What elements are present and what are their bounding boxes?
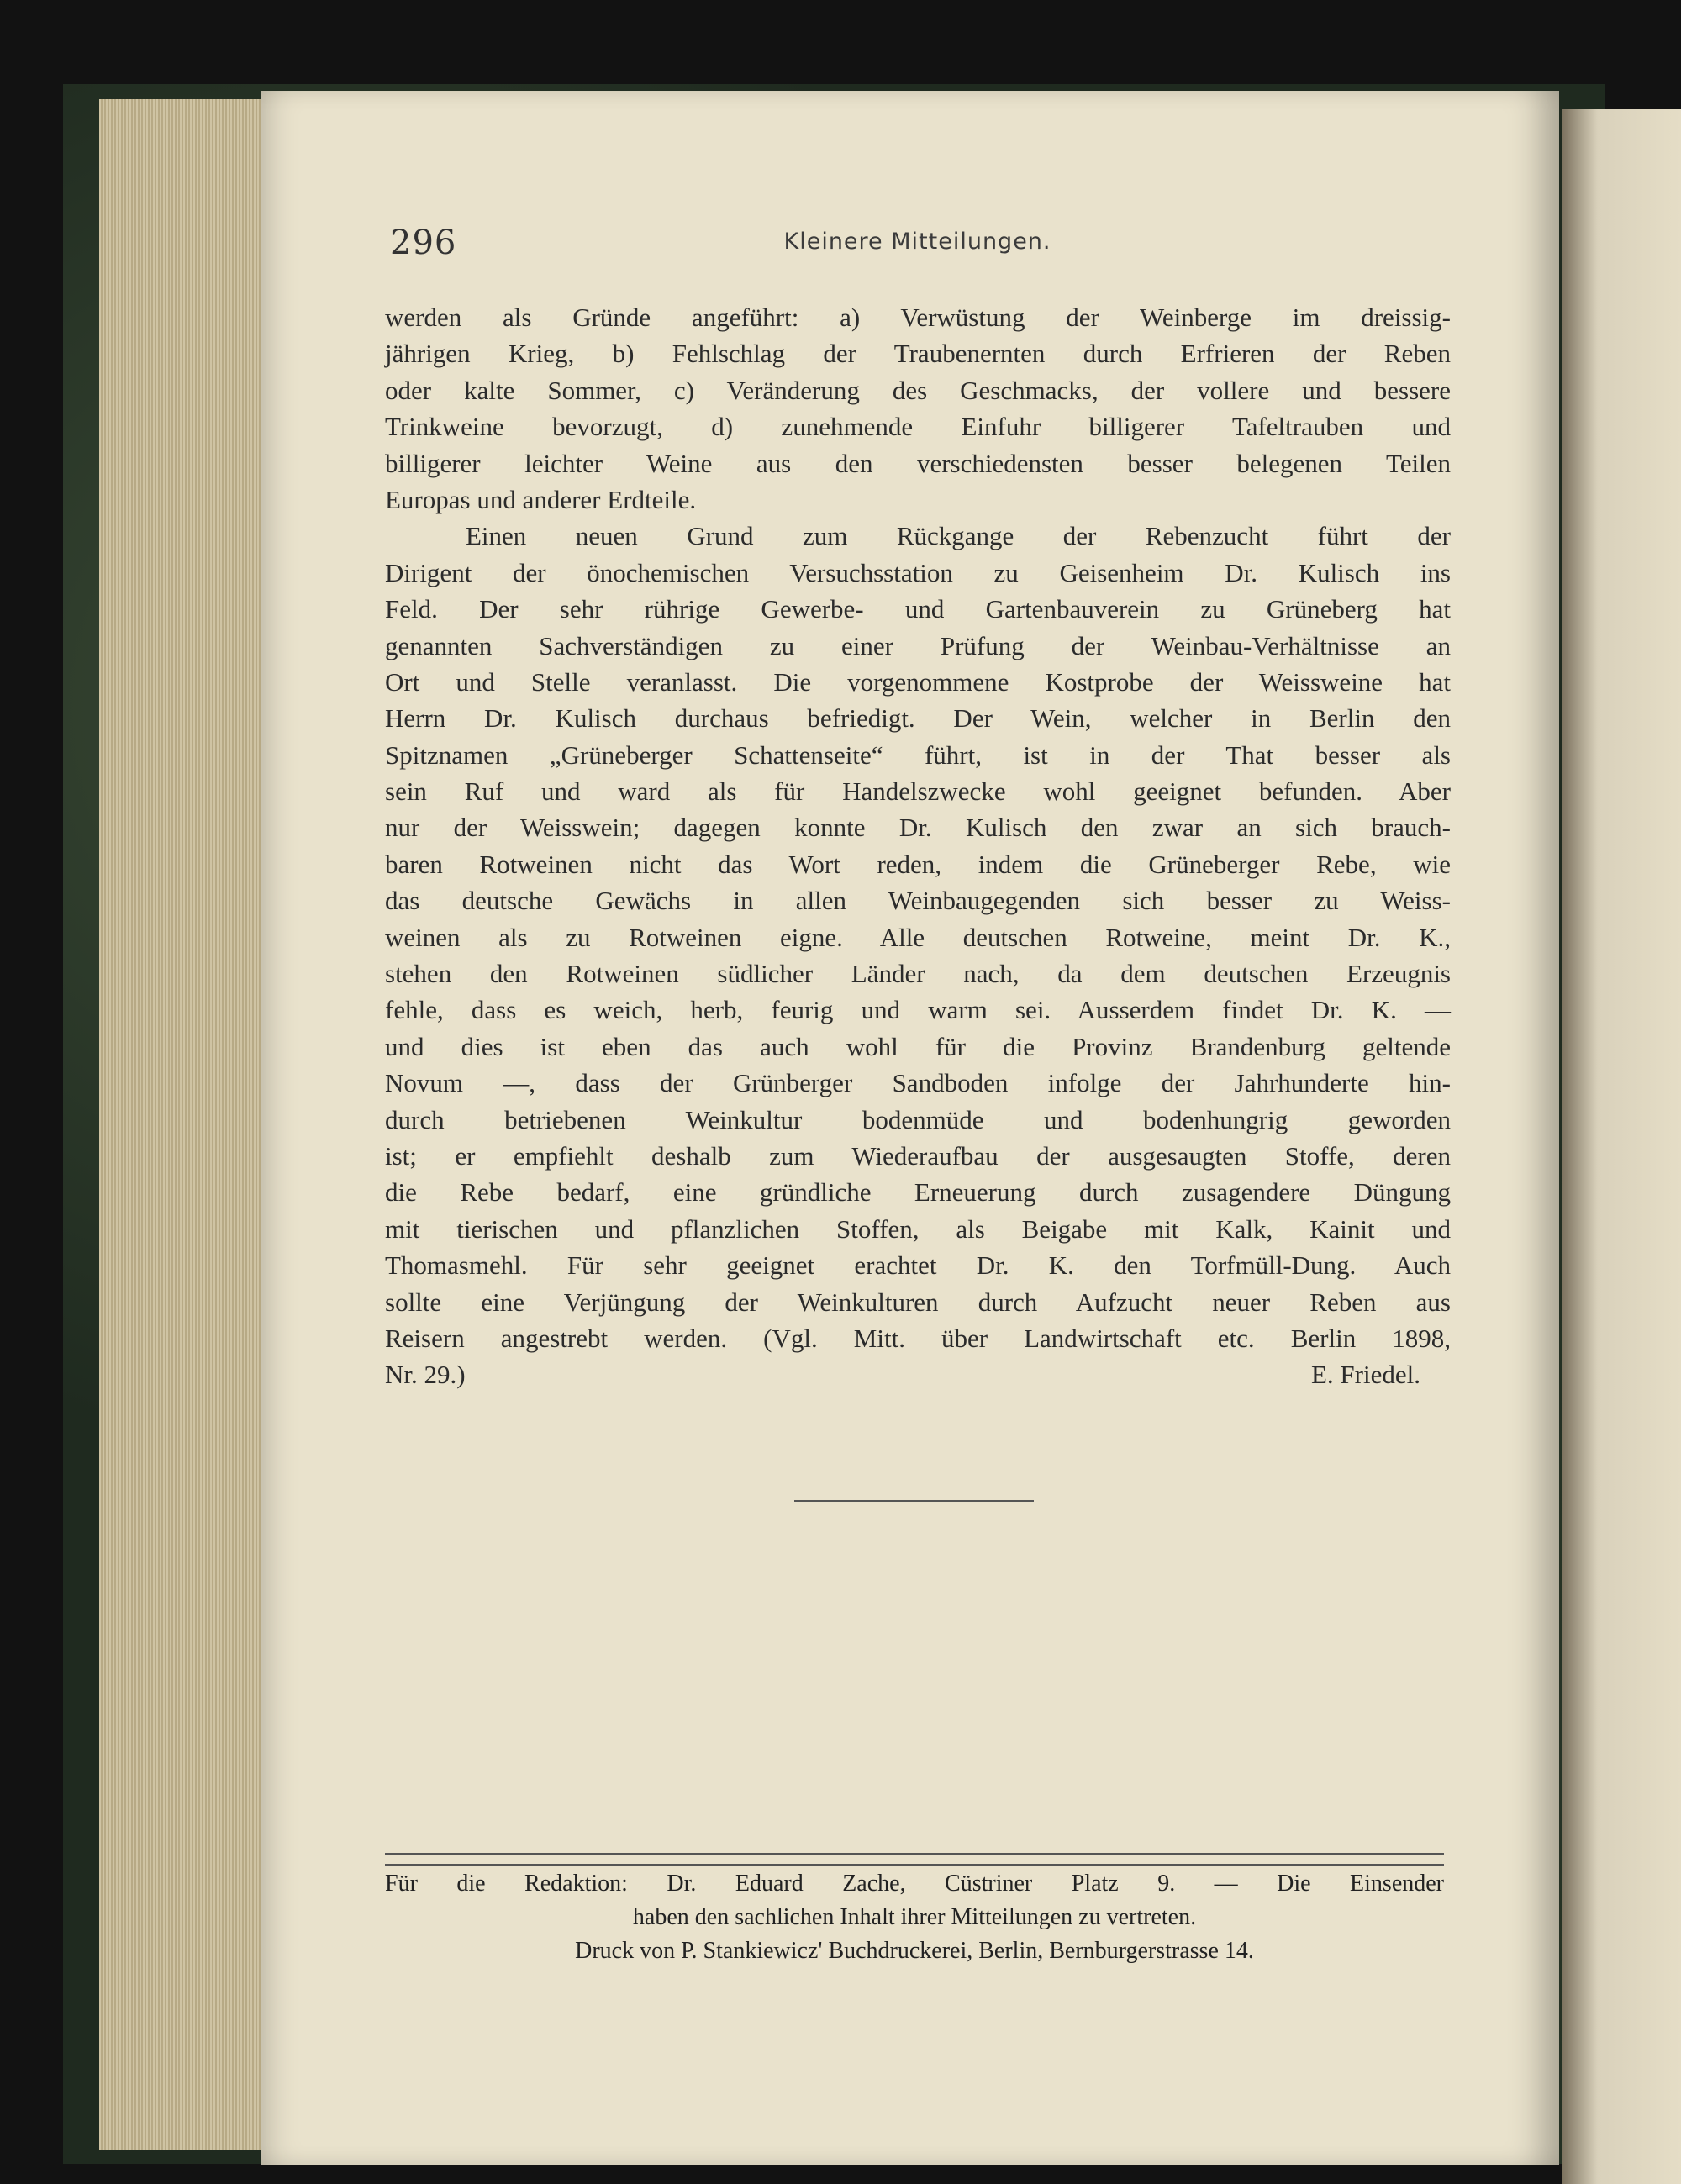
text-line: Trinkweine bevorzugt, d) zunehmende Einfuhr billigerer Tafeltrauben und [385, 412, 1451, 442]
text-line: Feld. Der sehr rührige Gewerbe- und Gartenbauverein zu Grüneberg hat [385, 594, 1451, 624]
text-line: Ort und Stelle veranlasst. Die vorgenommene Kostprobe der Weissweine hat [385, 666, 1451, 697]
text-line: die Rebe bedarf, eine gründliche Erneuerung durch zusagendere Düngung [385, 1177, 1451, 1208]
text-line: fehle, dass es weich, herb, feurig und warm sei. Ausserdem findet Dr. K. — [385, 995, 1451, 1025]
text-line: Europas und anderer Erdteile. [385, 484, 697, 514]
author-signature: E. Friedel. [1311, 1360, 1420, 1390]
text-line: durch betriebenen Weinkultur bodenmüde und bodenhungrig geworden [385, 1104, 1451, 1134]
text-line: billigerer leichter Weine aus den verschiedensten besser belegenen Teilen [385, 448, 1451, 478]
text-line: nur der Weisswein; dagegen konnte Dr. Kulisch den zwar an sich brauch- [385, 813, 1451, 843]
page-header [390, 224, 1445, 264]
closing-text: Nr. 29.) [385, 1360, 466, 1390]
imprint-footer [385, 1867, 1444, 1968]
closing-line [385, 1356, 1451, 1392]
text-line: Thomasmehl. Für sehr geeignet erachtet Dr. K. den Torfmüll-Dung. Auch [385, 1250, 1451, 1281]
text-line: sollte eine Verjüngung der Weinkulturen durch Aufzucht neuer Reben aus [385, 1287, 1451, 1317]
text-line: sein Ruf und ward als für Handelszwecke wohl geeignet befunden. Aber [385, 776, 1451, 807]
text-line: jährigen Krieg, b) Fehlschlag der Traubenernten durch Erfrieren der Reben [385, 339, 1451, 369]
article-body [385, 299, 1451, 1393]
imprint-line: haben den sachlichen Inhalt ihrer Mitteilungen zu vertreten. [632, 1904, 1197, 1930]
imprint-line: Für die Redaktion: Dr. Eduard Zache, Cüstriner Platz 9. — Die Einsender [385, 1871, 1444, 1897]
text-line: werden als Gründe angeführt: a) Verwüstung der Weinberge im dreissig- [385, 303, 1451, 332]
printer-line: Druck von P. Stankiewicz' Buchdruckerei, Berlin, Bernburgerstrasse 14. [575, 1938, 1254, 1964]
footer-rule [385, 1853, 1444, 1866]
text-line: und dies ist eben das auch wohl für die Provinz Brandenburg geltende [385, 1031, 1451, 1061]
text-line: Herrn Dr. Kulisch durchaus befriedigt. Der Wein, welcher in Berlin den [385, 703, 1451, 734]
running-head: Kleinere Mitteilungen. [783, 229, 1051, 255]
page-number: 296 [390, 224, 457, 262]
section-separator [794, 1500, 1034, 1502]
text-line: das deutsche Gewächs in allen Weinbaugegenden sich besser zu Weiss- [385, 886, 1451, 916]
text-line: genannten Sachverständigen zu einer Prüfung der Weinbau-Verhältnisse an [385, 630, 1451, 660]
text-line: oder kalte Sommer, c) Veränderung des Geschmacks, der vollere und bessere [385, 375, 1451, 405]
text-line: weinen als zu Rotweinen eigne. Alle deutschen Rotweine, meint Dr. K., [385, 922, 1451, 952]
text-line: Spitznamen „Grüneberger Schattenseite“ führt, ist in der That besser als [385, 739, 1451, 770]
text-line: ist; er empfiehlt deshalb zum Wiederaufbau der ausgesaugten Stoffe, deren [385, 1140, 1451, 1171]
text-line: stehen den Rotweinen südlicher Länder nach, da dem deutschen Erzeugnis [385, 959, 1451, 989]
text-line: Reisern angestrebt werden. (Vgl. Mitt. über Landwirtschaft etc. Berlin 1898, [385, 1323, 1451, 1353]
text-line: baren Rotweinen nicht das Wort reden, indem die Grüneberger Rebe, wie [385, 849, 1451, 879]
facing-page-edge [1562, 109, 1681, 2184]
text-line: Novum —, dass der Grünberger Sandboden infolge der Jahrhunderte hin- [385, 1068, 1451, 1098]
text-line: mit tierischen und pflanzlichen Stoffen, als Beigabe mit Kalk, Kainit und [385, 1213, 1451, 1244]
paragraph-start-line: Einen neuen Grund zum Rückgange der Rebenzucht führt der [466, 521, 1451, 551]
text-line: Dirigent der önochemischen Versuchsstation zu Geisenheim Dr. Kulisch ins [385, 557, 1451, 587]
